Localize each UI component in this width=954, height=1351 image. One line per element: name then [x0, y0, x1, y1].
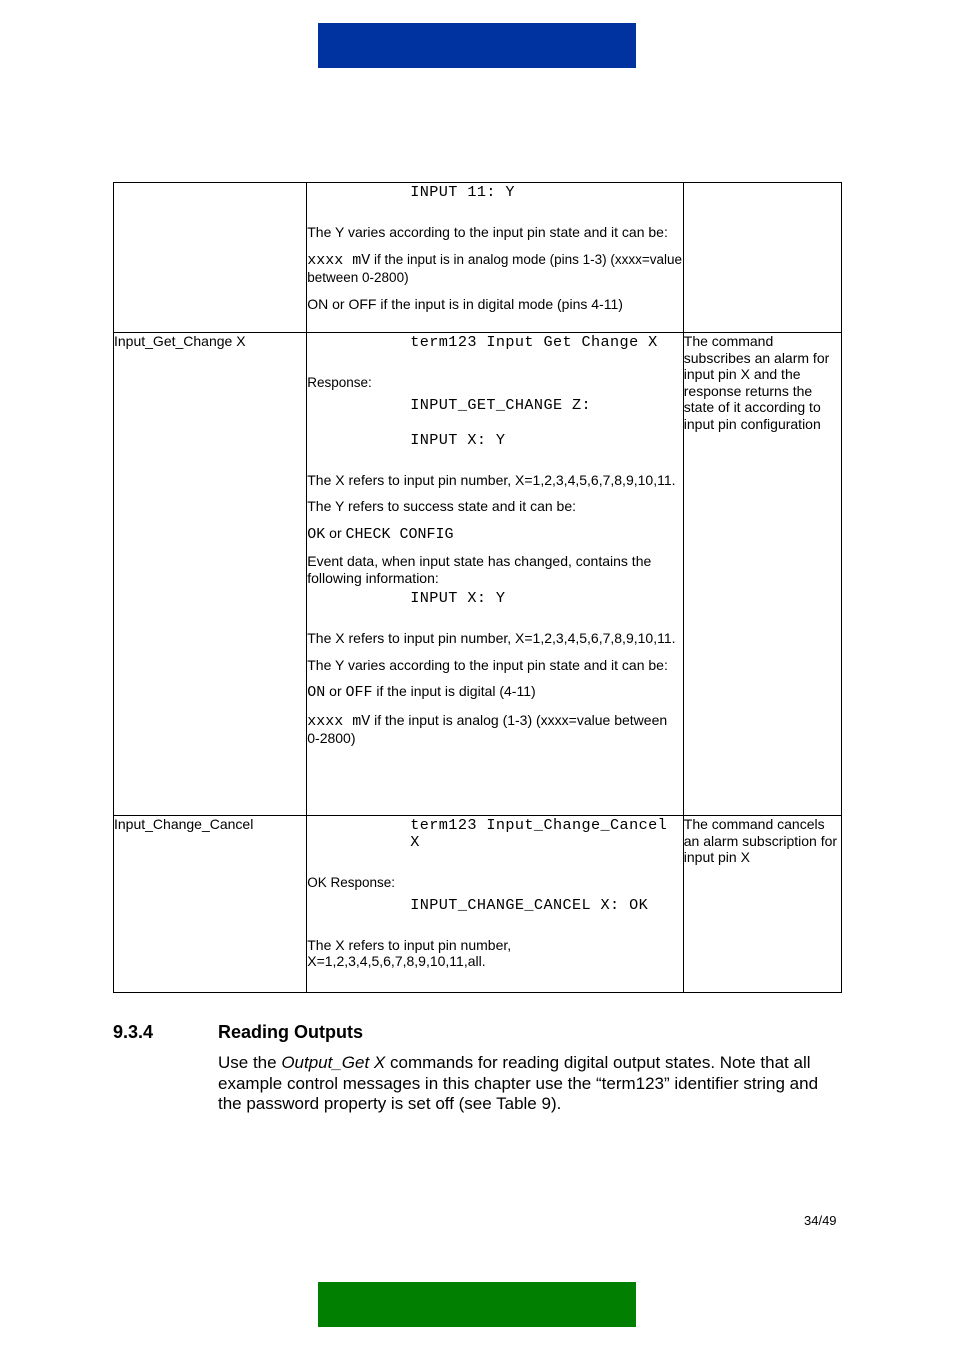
- command-syntax-cell: [307, 816, 684, 993]
- command-syntax-cell: [307, 183, 684, 333]
- response-label: OK Response:: [307, 875, 396, 890]
- code-line: INPUT_GET_CHANGE Z:: [410, 395, 592, 414]
- command-description: The command cancels an alarm subscription for input pin X: [683, 816, 841, 993]
- section-title: Reading Outputs: [218, 1022, 363, 1042]
- paragraph: Event data, when input state has changed, contains the following information:: [307, 553, 652, 586]
- inline-text: or: [325, 524, 346, 541]
- table-row: [114, 333, 842, 816]
- paragraph: The X refers to input pin number, X=1,2,3,4,5,6,7,8,9,10,11,all.: [307, 936, 512, 969]
- code-line: INPUT X: Y: [410, 589, 506, 607]
- paragraph: The X refers to input pin number, X=1,2,3,4,5,6,7,8,9,10,11.: [307, 471, 676, 488]
- command-reference: Output_Get X: [281, 1053, 386, 1072]
- command-name: Input_Change_Cancel: [114, 816, 307, 993]
- page-number: 34/49: [804, 1213, 837, 1228]
- inline-text: or: [325, 683, 346, 699]
- body-text-end: commands for reading digital output states. Note that all example control messages in this chapter use the “term123” identifier string and the password property is set off (see Table 9).: [218, 1053, 819, 1113]
- command-description: The command subscribes an alarm for input pin X and the response returns the state of it according to input pin configuration: [683, 333, 841, 816]
- inline-code: xxxx mV: [307, 251, 371, 269]
- table-row: [114, 816, 842, 993]
- description-cell: [683, 183, 841, 333]
- code-line: INPUT 11: Y: [410, 183, 515, 201]
- inline-code: ON: [307, 684, 326, 701]
- header-color-bar: [318, 23, 636, 68]
- command-name-cell: [114, 183, 307, 333]
- table-row: [114, 183, 842, 333]
- paragraph: [307, 712, 683, 747]
- command-syntax-cell: [307, 333, 684, 816]
- paragraph: The Y refers to success state and it can be:: [307, 498, 576, 514]
- inline-text: if the input is in analog mode (pins 1-3) (xxxx=value between 0-2800): [307, 251, 683, 285]
- inline-code: OK: [307, 525, 326, 543]
- code-line: INPUT_CHANGE_CANCEL X: OK: [410, 895, 649, 914]
- command-name: Input_Get_Change X: [114, 333, 307, 816]
- inline-code: xxxx mV: [307, 712, 371, 730]
- paragraph: The X refers to input pin number, X=1,2,3,4,5,6,7,8,9,10,11.: [307, 630, 676, 646]
- inline-text: if the input is analog (1-3) (xxxx=value between 0-2800): [307, 711, 668, 746]
- code-line: INPUT X: Y: [410, 430, 506, 449]
- section-body: [218, 1053, 846, 1115]
- response-label: Response:: [307, 375, 372, 390]
- paragraph: [307, 683, 683, 702]
- footer-color-bar: [318, 1282, 636, 1327]
- paragraph: [307, 525, 683, 544]
- inline-text: if the input is digital (4-11): [372, 683, 536, 699]
- paragraph: ON or OFF if the input is in digital mode (pins 4-11): [307, 295, 623, 312]
- inline-code: CHECK CONFIG: [345, 525, 454, 543]
- inline-code: OFF: [345, 684, 373, 701]
- paragraph: The Y varies according to the input pin state and it can be:: [307, 656, 668, 673]
- code-line: term123 Input Get Change X: [410, 333, 658, 351]
- paragraph: [307, 251, 683, 287]
- section-number: 9.3.4: [113, 1022, 154, 1042]
- command-table: [113, 182, 842, 993]
- body-text-start: Use the: [218, 1053, 282, 1072]
- code-line: term123 Input_Change_Cancel X: [410, 816, 677, 851]
- paragraph: The Y varies according to the input pin state and it can be:: [307, 224, 668, 240]
